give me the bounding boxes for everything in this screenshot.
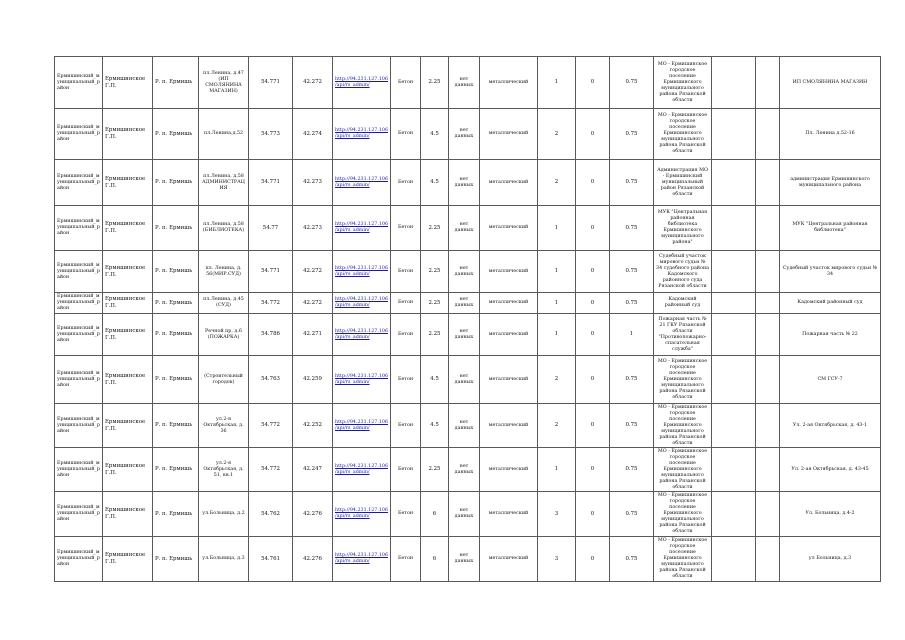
fence-cell: нет данных: [449, 109, 480, 160]
material-cell: металлический: [480, 251, 538, 293]
surface-cell: Бетон: [391, 537, 421, 582]
fence-cell: нет данных: [449, 206, 480, 251]
container-count-cell: 2: [538, 356, 576, 404]
district-cell: Ермишинский_муниципальный_район: [55, 537, 103, 582]
material-cell: металлический: [480, 57, 538, 109]
owner-cell: МО - Ермишинское городское поселение Ермишинского муниципального района Рязанской области: [654, 57, 712, 109]
planned-count-cell: 0: [576, 293, 610, 314]
owner-cell: МО - Ермишинское городское поселение Ермишинского муниципального района Рязанской области: [654, 448, 712, 492]
empty-cell: [756, 404, 780, 448]
longitude-cell: 42.276: [293, 537, 333, 582]
table-row: [55, 404, 881, 448]
volume-cell: 0.75: [610, 492, 654, 537]
area-cell: 2.25: [421, 293, 449, 314]
map-link[interactable]: http://94.231.127.106/api/rs_admin/: [333, 492, 391, 537]
empty-cell: [756, 492, 780, 537]
locality-cell: Р. п. Ермишь: [153, 356, 199, 404]
owner-cell: МО - Ермишинское городское поселение Ермишинского муниципального района Рязанской области: [654, 537, 712, 582]
empty-cell: [756, 57, 780, 109]
latitude-cell: 54.771: [249, 251, 293, 293]
container-count-cell: 1: [538, 293, 576, 314]
table-row: [55, 206, 881, 251]
fence-cell: нет данных: [449, 537, 480, 582]
material-cell: металлический: [480, 404, 538, 448]
empty-cell: [712, 537, 756, 582]
owner-cell: МО - Ермишинское городское поселение Ермишинского муниципального района Рязанской области: [654, 492, 712, 537]
settlement-cell: Ермишинское Г.П.: [103, 404, 153, 448]
material-cell: металлический: [480, 537, 538, 582]
empty-cell: [712, 206, 756, 251]
material-cell: металлический: [480, 314, 538, 356]
settlement-cell: Ермишинское Г.П.: [103, 293, 153, 314]
map-link[interactable]: http://94.231.127.106/api/rs_admin/: [333, 109, 391, 160]
fence-cell: нет данных: [449, 160, 480, 206]
latitude-cell: 54.771: [249, 57, 293, 109]
address-cell: ул.Больница, д.2: [199, 492, 249, 537]
planned-count-cell: 0: [576, 109, 610, 160]
volume-cell: 0.75: [610, 206, 654, 251]
latitude-cell: 54.773: [249, 109, 293, 160]
district-cell: Ермишинский_муниципальный_район: [55, 314, 103, 356]
waste-source-cell: ул Больница, д.3: [780, 537, 881, 582]
map-link[interactable]: http://94.231.127.106/api/rs_admin/: [333, 448, 391, 492]
map-link[interactable]: http://94.231.127.106/api/rs_admin/: [333, 57, 391, 109]
fence-cell: нет данных: [449, 356, 480, 404]
settlement-cell: Ермишинское Г.П.: [103, 206, 153, 251]
fence-cell: нет данных: [449, 404, 480, 448]
locality-cell: Р. п. Ермишь: [153, 537, 199, 582]
settlement-cell: Ермишинское Г.П.: [103, 448, 153, 492]
longitude-cell: 42.273: [293, 160, 333, 206]
empty-cell: [756, 314, 780, 356]
empty-cell: [712, 109, 756, 160]
empty-cell: [756, 537, 780, 582]
map-link[interactable]: http://94.231.127.106/api/rs_admin/: [333, 251, 391, 293]
fence-cell: нет данных: [449, 293, 480, 314]
locality-cell: Р. п. Ермишь: [153, 251, 199, 293]
owner-cell: МО - Ермишинское городское поселение Ермишинского муниципального района Рязанской области: [654, 356, 712, 404]
volume-cell: 0.75: [610, 404, 654, 448]
longitude-cell: 42.272: [293, 251, 333, 293]
address-cell: Речной пр, д.6 (ПОЖАРКА): [199, 314, 249, 356]
district-cell: Ермишинский_муниципальный_район: [55, 404, 103, 448]
surface-cell: Бетон: [391, 404, 421, 448]
longitude-cell: 42.247: [293, 448, 333, 492]
empty-cell: [712, 356, 756, 404]
volume-cell: 0.75: [610, 356, 654, 404]
fence-cell: нет данных: [449, 57, 480, 109]
latitude-cell: 54.772: [249, 404, 293, 448]
empty-cell: [756, 356, 780, 404]
container-count-cell: 3: [538, 537, 576, 582]
map-link[interactable]: http://94.231.127.106/api/rs_admin/: [333, 293, 391, 314]
empty-cell: [712, 314, 756, 356]
latitude-cell: 54.771: [249, 160, 293, 206]
material-cell: металлический: [480, 356, 538, 404]
empty-cell: [756, 206, 780, 251]
waste-source-cell: Ул. 2-ая Октябрьская, д. 43-45: [780, 448, 881, 492]
latitude-cell: 54.772: [249, 448, 293, 492]
empty-cell: [756, 109, 780, 160]
district-cell: Ермишинский_муниципальный_район: [55, 448, 103, 492]
container-count-cell: 1: [538, 251, 576, 293]
table-row: [55, 537, 881, 582]
empty-cell: [712, 251, 756, 293]
waste-source-cell: Кадомский районный суд: [780, 293, 881, 314]
map-link[interactable]: http://94.231.127.106/api/rs_admin/: [333, 537, 391, 582]
waste-source-cell: МУК "Центральная районная библиотека": [780, 206, 881, 251]
locality-cell: Р. п. Ермишь: [153, 404, 199, 448]
district-cell: Ермишинский_муниципальный_район: [55, 356, 103, 404]
table-row: [55, 314, 881, 356]
planned-count-cell: 0: [576, 448, 610, 492]
material-cell: металлический: [480, 206, 538, 251]
surface-cell: Бетон: [391, 57, 421, 109]
planned-count-cell: 0: [576, 314, 610, 356]
longitude-cell: 42.273: [293, 206, 333, 251]
longitude-cell: 42.252: [293, 404, 333, 448]
owner-cell: Кадомский районный суд: [654, 293, 712, 314]
district-cell: Ермишинский_муниципальный_район: [55, 492, 103, 537]
empty-cell: [712, 57, 756, 109]
locality-cell: Р. п. Ермишь: [153, 293, 199, 314]
latitude-cell: 54.763: [249, 356, 293, 404]
empty-cell: [756, 293, 780, 314]
district-cell: Ермишинский_муниципальный_район: [55, 293, 103, 314]
empty-cell: [756, 448, 780, 492]
table-row: [55, 160, 881, 206]
locality-cell: Р. п. Ермишь: [153, 206, 199, 251]
area-cell: 4.5: [421, 160, 449, 206]
surface-cell: Бетон: [391, 293, 421, 314]
district-cell: Ермишинский_муниципальный_район: [55, 160, 103, 206]
surface-cell: Бетон: [391, 314, 421, 356]
surface-cell: Бетон: [391, 448, 421, 492]
empty-cell: [712, 160, 756, 206]
material-cell: металлический: [480, 160, 538, 206]
material-cell: металлический: [480, 109, 538, 160]
container-count-cell: 3: [538, 492, 576, 537]
owner-cell: Администрация МО - Ермишинский муниципальный район Рязанской области: [654, 160, 712, 206]
surface-cell: Бетон: [391, 356, 421, 404]
map-link[interactable]: http://94.231.127.106/api/rs_admin/: [333, 404, 391, 448]
locality-cell: Р. п. Ермишь: [153, 314, 199, 356]
locality-cell: Р. п. Ермишь: [153, 448, 199, 492]
volume-cell: 0.75: [610, 160, 654, 206]
address-cell: пл.Ленина, д.47 (ИП СМОЛЯНИНА МАГАЗИН): [199, 57, 249, 109]
owner-cell: МУК "Центральная районная библиотека Ермишинского муниципального района": [654, 206, 712, 251]
address-cell: ул.Больница, д.3: [199, 537, 249, 582]
empty-cell: [712, 293, 756, 314]
container-count-cell: 2: [538, 404, 576, 448]
owner-cell: МО - Ермишинское городское поселение Ермишинского муниципального района Рязанской области: [654, 404, 712, 448]
empty-cell: [756, 251, 780, 293]
planned-count-cell: 0: [576, 160, 610, 206]
address-cell: ул.2-я Октябрьская, д. 36: [199, 404, 249, 448]
area-cell: 6: [421, 492, 449, 537]
latitude-cell: 54.77: [249, 206, 293, 251]
map-link[interactable]: http://94.231.127.106/api/rs_admin/: [333, 314, 391, 356]
district-cell: Ермишинский_муниципальный_район: [55, 57, 103, 109]
material-cell: металлический: [480, 492, 538, 537]
waste-source-cell: Пл. Ленина д.52-16: [780, 109, 881, 160]
planned-count-cell: 0: [576, 404, 610, 448]
longitude-cell: 42.274: [293, 109, 333, 160]
empty-cell: [712, 404, 756, 448]
material-cell: металлический: [480, 293, 538, 314]
volume-cell: 0.75: [610, 448, 654, 492]
fence-cell: нет данных: [449, 492, 480, 537]
latitude-cell: 54.762: [249, 492, 293, 537]
settlement-cell: Ермишинское Г.П.: [103, 160, 153, 206]
map-link[interactable]: http://94.231.127.106/api/rs_admin/: [333, 356, 391, 404]
volume-cell: 0.75: [610, 57, 654, 109]
fence-cell: нет данных: [449, 314, 480, 356]
longitude-cell: 42.271: [293, 314, 333, 356]
table-row: [55, 109, 881, 160]
longitude-cell: 42.272: [293, 57, 333, 109]
map-link[interactable]: http://94.231.127.106/api/rs_admin/: [333, 160, 391, 206]
settlement-cell: Ермишинское Г.П.: [103, 109, 153, 160]
locality-cell: Р. п. Ермишь: [153, 492, 199, 537]
container-count-cell: 1: [538, 206, 576, 251]
table-row: [55, 57, 881, 109]
district-cell: Ермишинский_муниципальный_район: [55, 251, 103, 293]
volume-cell: 0.75: [610, 109, 654, 160]
address-cell: пл.Ленина,д.52: [199, 109, 249, 160]
area-cell: 4.5: [421, 404, 449, 448]
surface-cell: Бетон: [391, 206, 421, 251]
address-cell: (Строительный городок): [199, 356, 249, 404]
surface-cell: Бетон: [391, 160, 421, 206]
empty-cell: [756, 160, 780, 206]
district-cell: Ермишинский_муниципальный_район: [55, 206, 103, 251]
volume-cell: 0.75: [610, 537, 654, 582]
settlement-cell: Ермишинское Г.П.: [103, 537, 153, 582]
longitude-cell: 42.259: [293, 356, 333, 404]
area-cell: 2.25: [421, 251, 449, 293]
container-count-cell: 1: [538, 57, 576, 109]
planned-count-cell: 0: [576, 492, 610, 537]
volume-cell: 0.75: [610, 293, 654, 314]
waste-source-cell: администрация Ермишинского муниципального района: [780, 160, 881, 206]
table-row: [55, 251, 881, 293]
locality-cell: Р. п. Ермишь: [153, 160, 199, 206]
planned-count-cell: 0: [576, 356, 610, 404]
container-count-cell: 1: [538, 448, 576, 492]
address-cell: пл. Ленина, д. 56(МИР.СУД): [199, 251, 249, 293]
empty-cell: [712, 448, 756, 492]
area-cell: 4.5: [421, 109, 449, 160]
volume-cell: 0.75: [610, 251, 654, 293]
surface-cell: Бетон: [391, 109, 421, 160]
owner-cell: Судебный участок мирового судьи № 34 судебного района Кадомского районного суда Рязанской области: [654, 251, 712, 293]
table-row: [55, 492, 881, 537]
latitude-cell: 54.772: [249, 293, 293, 314]
table-row: [55, 448, 881, 492]
area-cell: 4.5: [421, 356, 449, 404]
waste-source-cell: СМ ГСУ-7: [780, 356, 881, 404]
waste-source-cell: Пожарная часть № 22: [780, 314, 881, 356]
address-cell: ул.2-я Октябрьская, д. 51, кв.1: [199, 448, 249, 492]
waste-source-cell: Ул. Больница, д.4-2: [780, 492, 881, 537]
area-cell: 2.25: [421, 57, 449, 109]
address-cell: пл.Ленина, д.45 (СУД): [199, 293, 249, 314]
longitude-cell: 42.276: [293, 492, 333, 537]
settlement-cell: Ермишинское Г.П.: [103, 356, 153, 404]
waste-source-cell: ИП СМОЛЯНИНА МАГАЗИН: [780, 57, 881, 109]
planned-count-cell: 0: [576, 206, 610, 251]
address-cell: пл.Ленина, д.58 (БИБЛИОТЕКА): [199, 206, 249, 251]
latitude-cell: 54.786: [249, 314, 293, 356]
planned-count-cell: 0: [576, 251, 610, 293]
empty-cell: [712, 492, 756, 537]
container-count-cell: 1: [538, 314, 576, 356]
planned-count-cell: 0: [576, 57, 610, 109]
fence-cell: нет данных: [449, 448, 480, 492]
longitude-cell: 42.272: [293, 293, 333, 314]
settlement-cell: Ермишинское Г.П.: [103, 314, 153, 356]
container-count-cell: 2: [538, 160, 576, 206]
settlement-cell: Ермишинское Г.П.: [103, 492, 153, 537]
area-cell: 2.25: [421, 448, 449, 492]
volume-cell: 1: [610, 314, 654, 356]
locality-cell: Р. п. Ермишь: [153, 109, 199, 160]
settlement-cell: Ермишинское Г.П.: [103, 251, 153, 293]
map-link[interactable]: http://94.231.127.106/api/rs_admin/: [333, 206, 391, 251]
planned-count-cell: 0: [576, 537, 610, 582]
area-cell: 2.25: [421, 314, 449, 356]
area-cell: 6: [421, 537, 449, 582]
table-row: [55, 356, 881, 404]
address-cell: пл.Ленина, д.58 АДМИНИСТРАЦИЯ: [199, 160, 249, 206]
owner-cell: МО - Ермишинское городское поселение Ермишинского муниципального района Рязанской области: [654, 109, 712, 160]
surface-cell: Бетон: [391, 492, 421, 537]
latitude-cell: 54.761: [249, 537, 293, 582]
locality-cell: Р. п. Ермишь: [153, 57, 199, 109]
waste-source-cell: Судебный участок мирового судьи № 34: [780, 251, 881, 293]
surface-cell: Бетон: [391, 251, 421, 293]
material-cell: металлический: [480, 448, 538, 492]
table-row: [55, 293, 881, 314]
waste-source-cell: Ул. 2-ая Октябрьская, д. 43-1: [780, 404, 881, 448]
district-cell: Ермишинский_муниципальный_район: [55, 109, 103, 160]
owner-cell: Пожарная часть № 21 ГКУ Рязанской области "Противопожарно-спасательная служба": [654, 314, 712, 356]
settlement-cell: Ермишинское Г.П.: [103, 57, 153, 109]
fence-cell: нет данных: [449, 251, 480, 293]
area-cell: 2.25: [421, 206, 449, 251]
container-count-cell: 2: [538, 109, 576, 160]
container-sites-table: [54, 56, 881, 582]
